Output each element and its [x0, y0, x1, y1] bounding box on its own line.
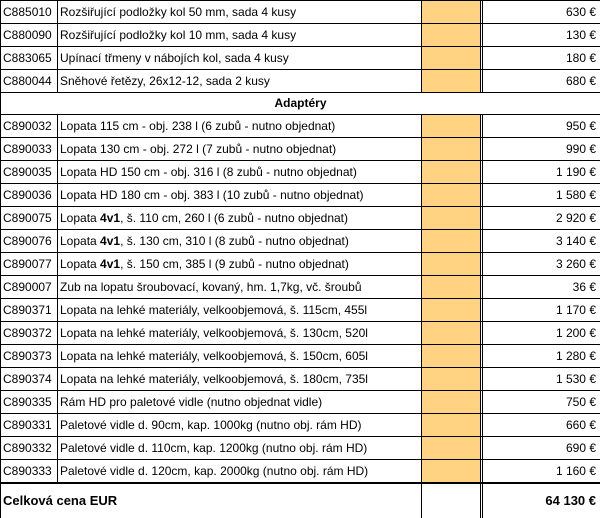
item-description	[58, 184, 422, 207]
table-row	[1, 47, 600, 70]
item-price: 3 260 €	[483, 253, 600, 276]
item-code: C890372	[1, 322, 58, 345]
item-description-text: Paletové vidle d. 90cm, kap. 1000kg (nutno obj. rám HD)	[60, 418, 362, 432]
item-price: 1 280 €	[483, 345, 600, 368]
item-description-text: Lopata na lehké materiály, velkoobjemová, š. 150cm, 605l	[60, 349, 368, 363]
item-description	[58, 460, 422, 484]
item-description-text: Paletové vidle d. 120cm, kap. 2000kg (nutno obj. rám HD)	[60, 464, 368, 478]
item-code: C880090	[1, 24, 58, 47]
table-row	[1, 391, 600, 414]
item-description	[58, 414, 422, 437]
item-price: 750 €	[483, 391, 600, 414]
item-description-rest: , š. 130 cm, 310 l (8 zubů - nutno objednat)	[120, 234, 349, 248]
item-description	[58, 322, 422, 345]
item-description-text: Lopata na lehké materiály, velkoobjemová, š. 115cm, 455l	[60, 303, 367, 317]
quantity-input-cell[interactable]	[422, 161, 481, 184]
quantity-input-cell[interactable]	[422, 24, 481, 47]
item-description	[58, 138, 422, 161]
item-code: C890331	[1, 414, 58, 437]
quantity-input-cell[interactable]	[422, 460, 481, 484]
table-row	[1, 24, 600, 47]
item-description	[58, 345, 422, 368]
quantity-input-cell[interactable]	[422, 47, 481, 70]
item-description-text: Lopata	[60, 257, 100, 271]
item-description-rest: , š. 150 cm, 385 l (9 zubů - nutno objednat)	[120, 257, 349, 271]
item-price: 3 140 €	[483, 230, 600, 253]
item-code: C880044	[1, 70, 58, 93]
quantity-input-cell[interactable]	[422, 1, 481, 24]
item-code: C890373	[1, 345, 58, 368]
table-row	[1, 253, 600, 276]
table-row	[1, 70, 600, 93]
item-description: Rozšiřující podložky kol 50 mm, sada 4 kusy	[58, 1, 422, 24]
quantity-input-cell[interactable]	[422, 414, 481, 437]
item-price: 680 €	[483, 70, 600, 93]
section-title: Adaptéry	[1, 93, 600, 115]
item-price: 1 530 €	[483, 368, 600, 391]
quantity-input-cell[interactable]	[422, 207, 481, 230]
item-description	[58, 391, 422, 414]
table-row	[1, 230, 600, 253]
total-qty-cell	[422, 483, 481, 518]
item-description-text: Lopata 130 cm - obj. 272 l (7 zubů - nutno objednat)	[60, 142, 336, 156]
item-code: C883065	[1, 47, 58, 70]
item-description-rest: , š. 110 cm, 260 l (6 zubů - nutno objednat)	[120, 211, 348, 225]
item-description	[58, 207, 422, 230]
item-description-text: Lopata HD 150 cm - obj. 316 l (8 zubů - nutno objednat)	[60, 165, 357, 179]
table-row	[1, 299, 600, 322]
table-row	[1, 184, 600, 207]
quantity-input-cell[interactable]	[422, 276, 481, 299]
item-description-text: Lopata HD 180 cm - obj. 383 l (10 zubů - nutno objednat)	[60, 188, 364, 202]
item-price: 1 190 €	[483, 161, 600, 184]
item-description-text: Rám HD pro paletové vidle (nutno objednat vidle)	[60, 395, 322, 409]
table-row	[1, 414, 600, 437]
item-price: 1 160 €	[483, 460, 600, 484]
item-price: 630 €	[483, 1, 600, 24]
item-description	[58, 368, 422, 391]
item-price: 660 €	[483, 414, 600, 437]
table-row	[1, 368, 600, 391]
adapters-group	[1, 115, 600, 484]
table-row	[1, 276, 600, 299]
item-price: 1 580 €	[483, 184, 600, 207]
item-description: Sněhové řetězy, 26x12-12, sada 2 kusy	[58, 70, 422, 93]
item-description: Rozšiřující podložky kol 10 mm, sada 4 kusy	[58, 24, 422, 47]
item-description-text: Lopata	[60, 234, 100, 248]
total-row	[1, 483, 600, 518]
item-description	[58, 230, 422, 253]
item-code: C890333	[1, 460, 58, 484]
item-description	[58, 276, 422, 299]
table-row	[1, 207, 600, 230]
table-row	[1, 460, 600, 484]
item-variant: 4v1	[100, 211, 120, 225]
item-price: 950 €	[483, 115, 600, 138]
item-code: C890035	[1, 161, 58, 184]
item-price: 130 €	[483, 24, 600, 47]
item-code: C890076	[1, 230, 58, 253]
item-code: C890374	[1, 368, 58, 391]
quantity-input-cell[interactable]	[422, 230, 481, 253]
item-code: C890033	[1, 138, 58, 161]
item-price: 1 200 €	[483, 322, 600, 345]
quantity-input-cell[interactable]	[422, 368, 481, 391]
item-description-text: Zub na lopatu šroubovací, kovaný, hm. 1,7kg, vč. šroubů	[60, 280, 362, 294]
table-row	[1, 437, 600, 460]
item-description	[58, 161, 422, 184]
quantity-input-cell[interactable]	[422, 138, 481, 161]
table-row	[1, 161, 600, 184]
item-description-text: Lopata	[60, 211, 100, 225]
total-label: Celková cena EUR	[1, 483, 422, 518]
item-description	[58, 437, 422, 460]
item-description	[58, 115, 422, 138]
item-price: 690 €	[483, 437, 600, 460]
item-description	[58, 253, 422, 276]
item-price: 1 170 €	[483, 299, 600, 322]
item-code: C890335	[1, 391, 58, 414]
item-variant: 4v1	[100, 234, 120, 248]
quantity-input-cell[interactable]	[422, 437, 481, 460]
item-price: 2 920 €	[483, 207, 600, 230]
item-price: 990 €	[483, 138, 600, 161]
item-description-text: Paletové vidle d. 110cm, kap. 1200kg (nutno obj. rám HD)	[60, 441, 367, 455]
quantity-input-cell[interactable]	[422, 253, 481, 276]
quantity-input-cell[interactable]	[422, 70, 481, 93]
item-description	[58, 299, 422, 322]
table-row	[1, 345, 600, 368]
table-row	[1, 115, 600, 138]
table-row	[1, 322, 600, 345]
item-code: C890032	[1, 115, 58, 138]
quantity-input-cell[interactable]	[422, 299, 481, 322]
item-code: C890077	[1, 253, 58, 276]
section-header-row	[1, 93, 600, 115]
quantity-input-cell[interactable]	[422, 115, 481, 138]
item-code: C890075	[1, 207, 58, 230]
item-description-text: Lopata na lehké materiály, velkoobjemová, š. 180cm, 735l	[60, 372, 368, 386]
item-variant: 4v1	[100, 257, 120, 271]
quantity-input-cell[interactable]	[422, 345, 481, 368]
item-description-text: Lopata na lehké materiály, velkoobjemová, š. 130cm, 520l	[60, 326, 368, 340]
quantity-input-cell[interactable]	[422, 322, 481, 345]
table-row	[1, 138, 600, 161]
table-row	[1, 1, 600, 24]
item-code: C890036	[1, 184, 58, 207]
item-price: 36 €	[483, 276, 600, 299]
item-description: Upínací třmeny v nábojích kol, sada 4 kusy	[58, 47, 422, 70]
item-price: 180 €	[483, 47, 600, 70]
item-code: C890007	[1, 276, 58, 299]
total-value: 64 130 €	[483, 483, 600, 518]
item-code: C885010	[1, 1, 58, 24]
accessories-group	[1, 1, 600, 93]
quantity-input-cell[interactable]	[422, 184, 481, 207]
item-code: C890371	[1, 299, 58, 322]
item-code: C890332	[1, 437, 58, 460]
item-description-text: Lopata 115 cm - obj. 238 l (6 zubů - nutno objednat)	[60, 119, 335, 133]
quantity-input-cell[interactable]	[422, 391, 481, 414]
